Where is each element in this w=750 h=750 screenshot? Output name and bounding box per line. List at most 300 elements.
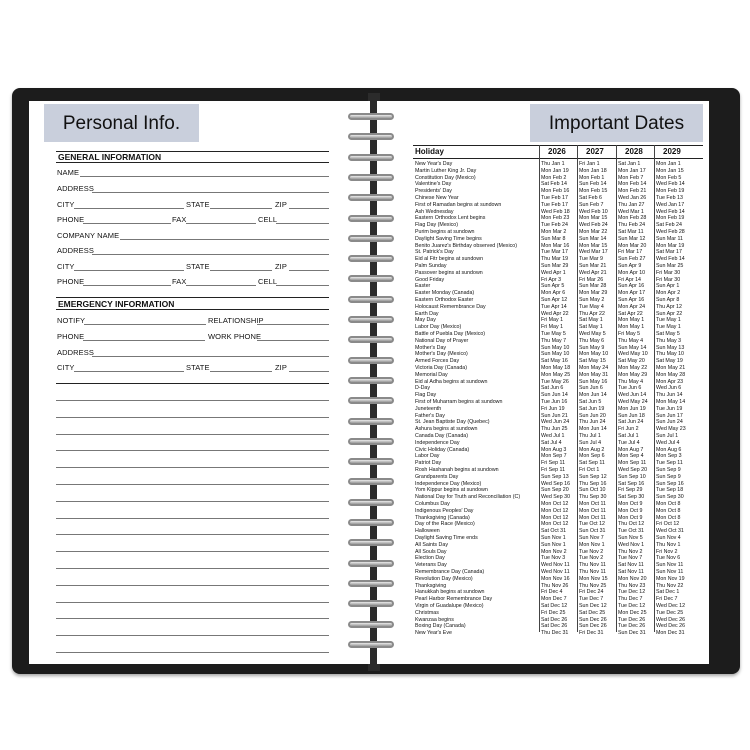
date-cell: Fri Dec 24 — [579, 589, 604, 596]
work-phone-line[interactable] — [257, 340, 329, 341]
binding-ring — [348, 255, 394, 262]
date-cell: Tue Jun 6 — [618, 385, 642, 392]
emergency-phone-line[interactable] — [83, 340, 205, 341]
date-cell: Fri May 5 — [618, 331, 641, 337]
date-cell: Sat Oct 31 — [541, 528, 567, 535]
personal-info-tab — [44, 104, 199, 142]
company-address-label: ADDRESS — [57, 246, 94, 255]
date-cell: Sun Apr 1 — [656, 283, 680, 290]
emergency-zip-label: ZIP — [275, 363, 287, 372]
date-cell: Sun Apr 22 — [656, 310, 683, 317]
date-cell: Sun Apr 8 — [656, 297, 680, 303]
date-cell: Mon Sep 6 — [579, 453, 605, 460]
company-city-label: CITY — [57, 262, 75, 271]
phone-label: PHONE — [57, 215, 85, 224]
date-cell: Mon Nov 1 — [579, 541, 605, 548]
emergency-zip-line[interactable] — [289, 371, 329, 372]
date-cell: Mon Feb 2 — [541, 174, 567, 181]
date-cell: Sat Jun 19 — [579, 405, 605, 412]
date-cell: Sun Sep 10 — [618, 473, 646, 480]
holiday-name-cell: First of Muharram begins at sundown — [415, 399, 503, 405]
holiday-name-cell: Daylight Saving Time begins — [415, 235, 482, 242]
date-cell: Tue Sep 11 — [656, 460, 683, 467]
date-cell: Thu May 10 — [656, 351, 684, 358]
company-address-line[interactable] — [92, 254, 329, 255]
date-cell: Sat Apr 22 — [618, 310, 643, 317]
date-cell: Thu Jan 27 — [618, 201, 645, 208]
binding-ring — [348, 458, 394, 465]
holiday-name-cell: Constitution Day (Mexico) — [415, 174, 476, 181]
date-cell: Sat Sep 16 — [618, 480, 645, 487]
holiday-name-cell: Passover begins at sundown — [415, 269, 483, 276]
date-cell: Fri May 1 — [541, 317, 564, 324]
date-cell: Mon Oct 12 — [541, 514, 569, 521]
date-cell: Fri Sep 11 — [541, 467, 566, 473]
date-cell: Sun Sep 16 — [656, 480, 684, 487]
date-cell: Sun May 10 — [541, 344, 570, 351]
date-cell: Mon Mar 29 — [579, 290, 608, 297]
header-2027: 2027 — [586, 147, 604, 156]
note-line[interactable] — [56, 450, 329, 451]
header-2029: 2029 — [663, 147, 681, 156]
date-cell: Mon Feb 7 — [618, 174, 644, 181]
date-cell: Sun Mar 28 — [579, 283, 607, 290]
date-cell: Sat Dec 26 — [541, 623, 568, 630]
date-cell: Sun Jun 20 — [579, 412, 606, 419]
date-cell: Wed Feb 18 — [541, 208, 570, 215]
date-cell: Thu Dec 7 — [618, 596, 643, 603]
date-cell: Sun Sep 12 — [579, 473, 607, 480]
binding-ring — [348, 194, 394, 201]
emergency-address-label: ADDRESS — [57, 348, 94, 357]
date-cell: Wed Sep 30 — [541, 494, 571, 501]
date-cell: Sun Dec 26 — [579, 623, 607, 630]
date-cell: Fri Dec 7 — [656, 596, 678, 603]
fax-label: FAX — [172, 215, 187, 224]
binding-ring — [348, 113, 394, 120]
note-line[interactable] — [56, 400, 329, 401]
date-cell: Mon Sep 3 — [656, 453, 682, 460]
date-cell: Sun Nov 11 — [656, 569, 684, 575]
date-cell: Sun Jun 17 — [656, 412, 683, 419]
date-cell: Thu Nov 26 — [541, 582, 569, 589]
date-cell: Wed Jun 14 — [618, 392, 647, 399]
holiday-name-cell: Boxing Day (Canada) — [415, 623, 466, 630]
date-cell: Fri Mar 30 — [656, 276, 681, 283]
holiday-name-cell: Holocaust Remembrance Day — [415, 303, 486, 310]
date-cell: Mon Oct 12 — [541, 521, 569, 528]
note-line[interactable] — [56, 568, 329, 569]
date-cell: Mon Oct 9 — [618, 514, 643, 521]
holiday-name-cell: Eid al Fitr begins at sundown — [415, 256, 484, 263]
date-cell: Sat Nov 11 — [618, 562, 644, 569]
date-cell: Fri Dec 4 — [541, 589, 563, 596]
date-cell: Mon Aug 6 — [656, 446, 682, 453]
date-cell: Mon Jan 15 — [656, 167, 684, 174]
date-cell: Mon May 25 — [541, 371, 571, 378]
date-cell: Mon Aug 2 — [579, 446, 605, 453]
holiday-name-cell: Labor Day — [415, 453, 440, 460]
company-name-line[interactable] — [120, 239, 329, 240]
holiday-name-cell: Battle of Puebla Day (Mexico) — [415, 331, 486, 337]
date-cell: Wed Jan 17 — [656, 201, 685, 208]
date-cell: Thu Nov 25 — [579, 582, 607, 589]
holiday-name-cell: Martin Luther King Jr. Day — [415, 167, 477, 174]
date-cell: Mon Feb 14 — [618, 181, 647, 188]
date-cell: Mon Mar 15 — [579, 242, 608, 249]
date-cell: Sun Jul 4 — [579, 439, 602, 446]
date-cell: Tue Feb 24 — [541, 222, 568, 229]
holiday-name-cell: Thanksgiving — [415, 582, 447, 589]
date-cell: Mon Aug 3 — [541, 446, 567, 453]
date-cell: Sat Dec 25 — [579, 609, 606, 616]
date-cell: Sun Jun 6 — [579, 385, 603, 392]
date-cell: Sun Apr 12 — [541, 297, 568, 303]
date-cell: Mon Sep 11 — [618, 460, 647, 467]
holiday-name-cell: Day of the Race (Mexico) — [415, 521, 475, 528]
date-cell: Sun May 2 — [579, 297, 605, 303]
date-cell: Sat Jun 24 — [618, 419, 644, 426]
date-cell: Sat Sep 11 — [579, 460, 605, 467]
date-cell: Fri Jan 1 — [579, 161, 600, 167]
holiday-name-cell: Virgin of Guadalupe (Mexico) — [415, 603, 484, 609]
date-cell: Fri Sep 11 — [541, 460, 566, 467]
date-cell: Thu Feb 24 — [618, 222, 646, 229]
date-cell: Mon Apr 17 — [618, 290, 646, 297]
date-cell: Fri Mar 17 — [618, 249, 643, 256]
company-zip-line[interactable] — [289, 270, 329, 271]
date-cell: Wed Nov 1 — [618, 541, 645, 548]
date-cell: Sat May 1 — [579, 324, 603, 331]
date-cell: Fri Dec 31 — [579, 630, 604, 637]
cell-line[interactable] — [276, 223, 329, 224]
date-cell: Sat Mar 11 — [618, 229, 644, 235]
date-cell: Thu Apr 22 — [579, 310, 605, 317]
date-cell: Sat Jun 6 — [541, 385, 564, 392]
date-cell: Wed Apr 22 — [541, 310, 569, 317]
date-cell: Mon Apr 2 — [656, 290, 681, 297]
date-cell: Sun Jun 21 — [541, 412, 568, 419]
date-cell: Mon Apr 24 — [618, 303, 646, 310]
binding-ring — [348, 499, 394, 506]
date-cell: Tue Feb 17 — [541, 201, 568, 208]
date-cell: Mon Apr 23 — [656, 378, 684, 385]
emergency-address-line[interactable] — [92, 356, 329, 357]
date-cell: Thu Sep 30 — [579, 494, 607, 501]
emergency-heading-rule-bottom — [56, 309, 329, 310]
note-line[interactable] — [56, 551, 329, 552]
date-cell: Thu Sep 16 — [579, 480, 607, 487]
date-cell: Tue Mar 9 — [579, 256, 603, 263]
date-cell: Mon Feb 23 — [541, 215, 570, 222]
note-line[interactable] — [56, 635, 329, 636]
company-phone-label: PHONE — [57, 277, 85, 286]
date-cell: Sun Oct 10 — [579, 487, 606, 494]
holiday-name-cell: Kwanzaa begins — [415, 616, 454, 623]
date-cell: Sun Apr 9 — [618, 263, 642, 269]
note-line[interactable] — [56, 467, 329, 468]
date-cell: Mon Feb 16 — [541, 188, 570, 195]
date-cell: Sat Mar 17 — [656, 249, 682, 256]
holiday-name-cell: Election Day — [415, 555, 445, 562]
date-cell: Sat Jul 4 — [541, 439, 562, 446]
notes-top-rule — [56, 383, 329, 384]
emergency-information-heading: EMERGENCY INFORMATION — [58, 299, 175, 309]
binding-ring — [348, 154, 394, 161]
date-cell: Sun Mar 8 — [541, 235, 566, 242]
fax-line[interactable] — [186, 223, 256, 224]
date-cell: Thu Nov 2 — [618, 548, 643, 555]
date-cell: Mon Feb 19 — [656, 188, 685, 195]
general-heading-rule-bottom — [56, 162, 329, 163]
date-cell: Mon May 1 — [618, 317, 645, 324]
holiday-name-cell: Mother's Day (Mexico) — [415, 351, 468, 358]
holiday-name-cell: Independence Day — [415, 439, 460, 446]
date-cell: Mon Sep 7 — [541, 453, 567, 460]
spiral-binding — [348, 113, 394, 661]
col-divider-4 — [654, 145, 655, 632]
note-line[interactable] — [56, 501, 329, 502]
date-cell: Sun Sep 13 — [541, 473, 569, 480]
date-cell: Sun Mar 11 — [656, 235, 683, 242]
date-cell: Mon May 1 — [618, 324, 645, 331]
date-cell: Sun Nov 1 — [541, 535, 566, 541]
date-cell: Wed Feb 10 — [579, 208, 608, 215]
emergency-state-line[interactable] — [210, 371, 272, 372]
holiday-name-cell: Thanksgiving (Canada) — [415, 514, 470, 521]
date-cell: Mon Nov 20 — [618, 575, 647, 582]
date-cell: Mon Jan 18 — [579, 167, 607, 174]
date-cell: Wed Oct 31 — [656, 528, 684, 535]
date-cell: Sat May 16 — [541, 358, 568, 365]
note-line[interactable] — [56, 534, 329, 535]
date-cell: Mon Sep 4 — [618, 453, 644, 460]
note-line[interactable] — [56, 434, 329, 435]
name-line[interactable] — [80, 176, 329, 177]
date-cell: Sat May 15 — [579, 358, 606, 365]
emergency-city-line[interactable] — [74, 371, 184, 372]
date-cell: Sun Nov 7 — [579, 535, 604, 541]
date-cell: Thu May 6 — [579, 337, 605, 344]
date-cell: Tue Mar 17 — [541, 249, 568, 256]
holiday-name-cell: Armed Forces Day — [415, 358, 460, 365]
date-cell: Wed Apr 1 — [541, 269, 566, 276]
date-cell: Mon Dec 25 — [618, 609, 647, 616]
date-cell: Sun Sep 30 — [656, 494, 684, 501]
date-cell: Sun Oct 31 — [579, 528, 606, 535]
holiday-name-cell: Labor Day (Mexico) — [415, 324, 462, 331]
date-cell: Wed Jun 6 — [656, 385, 682, 392]
company-phone-line[interactable] — [83, 285, 171, 286]
company-cell-line[interactable] — [276, 285, 329, 286]
date-cell: Fri Mar 26 — [579, 276, 604, 283]
binding-ring — [348, 539, 394, 546]
company-name-label: COMPANY NAME — [57, 231, 120, 240]
date-cell: Fri Apr 3 — [541, 276, 562, 283]
date-cell: Sat May 5 — [656, 331, 680, 337]
date-cell: Fri Sep 29 — [618, 487, 643, 494]
header-2026: 2026 — [548, 147, 566, 156]
header-2028: 2028 — [625, 147, 643, 156]
date-cell: Thu Jan 1 — [541, 161, 565, 167]
date-cell: Tue Jun 19 — [656, 405, 683, 412]
zip-line[interactable] — [289, 208, 329, 209]
notify-line[interactable] — [84, 324, 206, 325]
note-line[interactable] — [56, 417, 329, 418]
date-cell: Sat Jun 5 — [579, 399, 602, 405]
date-cell: Mon Dec 7 — [541, 596, 567, 603]
date-cell: Mon May 22 — [618, 365, 648, 371]
date-cell: Sat May 19 — [656, 358, 683, 365]
holiday-name-cell: First of Ramadan begins at sundown — [415, 201, 502, 208]
date-cell: Mon Jun 14 — [579, 392, 607, 399]
date-cell: Thu Nov 23 — [618, 582, 646, 589]
binding-ring — [348, 357, 394, 364]
holiday-name-cell: Eastern Orthodox Lent begins — [415, 215, 486, 222]
relationship-label: RELATIONSHIP — [208, 316, 264, 325]
emergency-city-label: CITY — [57, 363, 75, 372]
date-cell: Sun May 9 — [579, 344, 605, 351]
holiday-name-cell: St. Jean Baptiste Day (Quebec) — [415, 419, 490, 426]
col-divider-3 — [616, 145, 617, 632]
date-cell: Thu May 7 — [541, 337, 567, 344]
date-cell: Mon Jan 19 — [541, 167, 569, 174]
company-fax-label: FAX — [172, 277, 187, 286]
date-cell: Mon May 24 — [579, 365, 609, 371]
date-cell: Tue Dec 26 — [618, 623, 646, 630]
date-cell: Tue Apr 14 — [541, 303, 567, 310]
date-cell: Fri Oct 12 — [656, 521, 680, 528]
date-cell: Wed Nov 11 — [541, 562, 570, 569]
holiday-name-cell: Veterans Day — [415, 562, 447, 569]
date-cell: Sun Nov 4 — [656, 535, 681, 541]
table-header-rule — [413, 158, 703, 159]
company-state-line[interactable] — [210, 270, 272, 271]
table-row — [413, 630, 703, 637]
company-city-line[interactable] — [74, 270, 184, 271]
note-line[interactable] — [56, 585, 329, 586]
date-cell: Mon Mar 22 — [579, 229, 608, 235]
date-cell: Tue May 26 — [541, 378, 569, 385]
date-cell: Wed Feb 24 — [579, 222, 608, 229]
emergency-heading-rule — [56, 297, 329, 298]
date-cell: Mon Dec 31 — [656, 630, 685, 637]
date-cell: Mon May 31 — [579, 371, 609, 378]
date-cell: Wed Dec 12 — [656, 603, 686, 609]
holiday-name-cell: Benito Juarez's Birthday observed (Mexico) — [415, 242, 517, 249]
date-cell: Tue Oct 12 — [579, 521, 606, 528]
date-cell: Sun Apr 16 — [618, 283, 645, 290]
date-cell: Tue Jun 16 — [541, 399, 568, 405]
holiday-name-cell: All Souls Day — [415, 548, 447, 555]
note-line[interactable] — [56, 602, 329, 603]
date-cell: Mon Nov 2 — [541, 548, 567, 555]
state-line[interactable] — [210, 208, 272, 209]
date-cell: Mon Jan 17 — [618, 167, 646, 174]
date-cell: Sat May 20 — [618, 358, 645, 365]
date-cell: Sun Dec 12 — [579, 603, 607, 609]
company-fax-line[interactable] — [186, 285, 256, 286]
date-cell: Mon Oct 8 — [656, 514, 681, 521]
city-line[interactable] — [74, 208, 184, 209]
date-cell: Fri Jun 2 — [618, 426, 639, 433]
holiday-name-cell: Palm Sunday — [415, 263, 447, 269]
note-line[interactable] — [56, 484, 329, 485]
date-cell: Thu Mar 19 — [541, 256, 569, 263]
binding-ring — [348, 621, 394, 628]
date-cell: Mon Feb 15 — [579, 188, 608, 195]
date-cell: Sat May 1 — [579, 317, 603, 324]
date-cell: Mon Mar 15 — [579, 215, 608, 222]
date-cell: Mon Jan 1 — [656, 161, 681, 167]
relationship-line[interactable] — [257, 324, 329, 325]
date-cell: Tue Feb 17 — [541, 195, 568, 201]
date-cell: Sat Jan 1 — [618, 161, 641, 167]
general-information-heading: GENERAL INFORMATION — [58, 152, 162, 162]
date-cell: Wed Feb 28 — [656, 229, 685, 235]
date-cell: Thu Nov 22 — [656, 582, 684, 589]
phone-line[interactable] — [83, 223, 171, 224]
date-cell: Wed Jul 1 — [541, 433, 565, 439]
date-cell: Tue Nov 2 — [579, 548, 604, 555]
binding-ring — [348, 519, 394, 526]
date-cell: Wed Nov 11 — [541, 569, 570, 575]
binding-ring — [348, 438, 394, 445]
date-cell: Mon Jun 19 — [618, 405, 646, 412]
address-line[interactable] — [92, 192, 329, 193]
holiday-name-cell: Yom Kippur begins at sundown — [415, 487, 488, 494]
date-cell: Mon Feb 5 — [656, 174, 682, 181]
date-cell: Wed Apr 21 — [579, 269, 607, 276]
binding-ring — [348, 316, 394, 323]
note-line[interactable] — [56, 518, 329, 519]
date-cell: Wed Feb 14 — [656, 208, 685, 215]
date-cell: Tue Dec 12 — [618, 589, 646, 596]
date-cell: Sun Dec 26 — [579, 616, 607, 623]
holiday-name-cell: Earth Day — [415, 310, 439, 317]
date-cell: Mon Oct 9 — [618, 501, 643, 507]
date-cell: Sun Jul 1 — [656, 433, 679, 439]
date-cell: Sun May 13 — [656, 344, 685, 351]
holiday-name-cell: Memorial Day — [415, 371, 448, 378]
name-label: NAME — [57, 168, 80, 177]
date-cell: Mon Mar 20 — [618, 242, 647, 249]
date-cell: Tue Sep 18 — [656, 487, 684, 494]
holiday-name-cell: Ashura begins at sundown — [415, 426, 478, 433]
binding-ring — [348, 133, 394, 140]
date-cell: Fri Oct 1 — [579, 467, 600, 473]
binding-ring — [348, 235, 394, 242]
date-cell: Sat Feb 14 — [541, 181, 567, 188]
date-cell: Wed Dec 26 — [656, 616, 686, 623]
date-cell: Sat Dec 12 — [541, 603, 568, 609]
date-cell: Mon Oct 11 — [579, 501, 606, 507]
date-cell: Sun Nov 5 — [618, 535, 643, 541]
date-cell: Mon Feb 21 — [618, 188, 647, 195]
note-line[interactable] — [56, 652, 329, 653]
date-cell: Mon Jun 14 — [579, 426, 607, 433]
date-cell: Fri Nov 2 — [656, 548, 678, 555]
date-cell: Tue Nov 3 — [541, 555, 566, 562]
note-line[interactable] — [56, 618, 329, 619]
date-cell: Thu Nov 1 — [656, 541, 681, 548]
holiday-name-cell: St. Patrick's Day — [415, 249, 454, 256]
date-cell: Thu Apr 12 — [656, 303, 682, 310]
emergency-phone-label: PHONE — [57, 332, 85, 341]
date-cell: Tue Nov 7 — [618, 555, 643, 562]
date-cell: Mon Oct 12 — [541, 507, 569, 514]
date-cell: Mon May 29 — [618, 371, 648, 378]
